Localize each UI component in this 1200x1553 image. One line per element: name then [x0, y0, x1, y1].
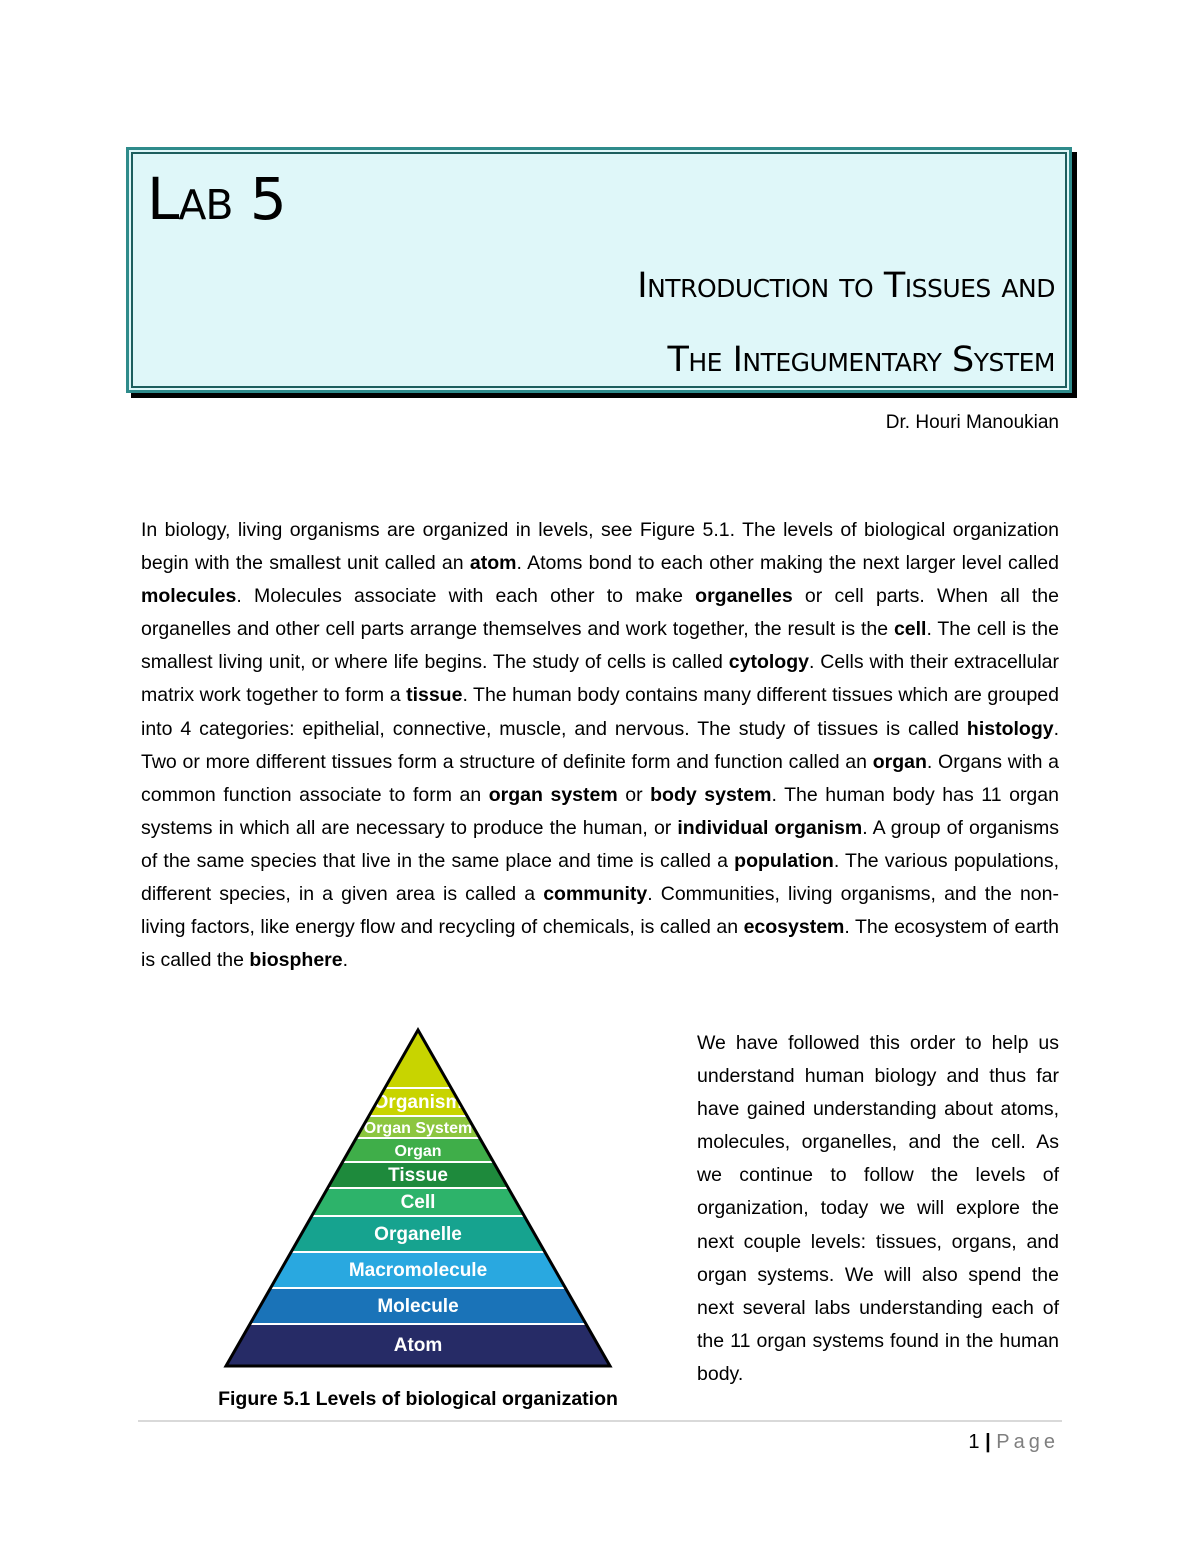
key-term: biosphere: [249, 949, 343, 972]
text-run: . The ecosystem of earth is called the: [141, 916, 1059, 972]
key-term: individual organism: [677, 816, 863, 839]
key-term: population: [734, 849, 834, 872]
text-run: . Two or more different tissues form a structure of definite form and function called an: [141, 717, 1059, 773]
author-name: Dr. Houri Manoukian: [885, 412, 1059, 433]
pyramid-diagram: [218, 1026, 618, 1370]
subtitle-line-1: Introduction to Tissues and: [637, 266, 1055, 306]
text-run: In biology, living organisms are organized in levels, see Figure 5.1. The levels of biological organization begin with the smallest unit called an: [141, 519, 1059, 575]
key-term: organ system: [488, 783, 618, 806]
key-term: cell: [893, 618, 927, 641]
text-run: . The human body has 11 organ systems in which all are necessary to produce the human, or: [141, 783, 1059, 839]
intro-paragraph: [141, 514, 1059, 977]
text-run: . Molecules associate with each other to make: [236, 585, 696, 608]
key-term: ecosystem: [743, 916, 845, 939]
pyramid-label: Organism: [373, 1092, 463, 1113]
text-run: . A group of organisms of the same species that live in the same place and time is called a: [141, 816, 1059, 872]
pyramid-label: Organ System: [363, 1120, 473, 1137]
pyramid-label: Cell: [400, 1192, 436, 1213]
text-run: or cell parts. When all the organelles and other cell parts arrange themselves and work together, the result is the: [141, 585, 1059, 641]
key-term: organ: [872, 750, 927, 773]
side-paragraph: We have followed this order to help us understand human biology and thus far have gained understanding about atoms, molecules, organelles, and the cell. As we continue to follow the levels of organization, today we will explore the next couple levels: tissues, organs, and organ systems. We will also spend the next several labs understanding each of the 11 organ systems found in the human body.: [697, 1032, 1059, 1385]
key-term: atom: [469, 552, 517, 575]
key-term: histology: [966, 717, 1054, 740]
pyramid-label: Atom: [393, 1335, 443, 1356]
text-run: . Communities, living organisms, and the non-living factors, like energy flow and recycling of chemicals, is called an: [141, 883, 1059, 939]
text-run: . The various populations, different species, in a given area is called a: [141, 849, 1059, 906]
text-run: . Organs with a common function associate to form an: [141, 750, 1059, 806]
key-term: organelles: [695, 585, 793, 608]
text-run: . Atoms bond to each other making the next larger level called: [516, 552, 1059, 575]
page-word: Page: [996, 1431, 1059, 1453]
page-number: 1: [968, 1431, 980, 1453]
pyramid-apex: [385, 1030, 451, 1088]
text-run: .: [342, 949, 349, 972]
key-term: body system: [650, 783, 772, 806]
pyramid-label: Molecule: [377, 1296, 459, 1317]
text-run: . Cells with their extracellular matrix work together to form a: [141, 651, 1059, 707]
text-run: . The cell is the smallest living unit, or where life begins. The study of cells is called: [141, 618, 1059, 674]
text-run: . The human body contains many different tissues which are grouped into 4 categories: epithelial, connective, muscle, and nervous. The study of tissues is called: [141, 684, 1059, 740]
key-term: cytology: [728, 651, 809, 674]
key-term: molecules: [141, 585, 237, 608]
key-term: community: [543, 883, 648, 906]
title-box: [126, 147, 1072, 393]
text-run: or: [617, 783, 651, 806]
page-number-footer: [968, 1428, 1059, 1456]
key-term: tissue: [406, 684, 463, 707]
figure-caption: Figure 5.1 Levels of biological organization: [218, 1388, 618, 1410]
footer-divider: [138, 1420, 1062, 1422]
pyramid-label: Organelle: [374, 1224, 462, 1245]
page-separator: |: [985, 1431, 991, 1453]
pyramid-label: Tissue: [388, 1165, 448, 1186]
levels-pyramid-figure: [218, 1026, 618, 1370]
subtitle-line-2: The Integumentary System: [667, 340, 1055, 380]
pyramid-label: Macromolecule: [348, 1260, 488, 1281]
pyramid-label: Organ: [394, 1143, 442, 1160]
lab-title: Lab 5: [147, 165, 286, 233]
